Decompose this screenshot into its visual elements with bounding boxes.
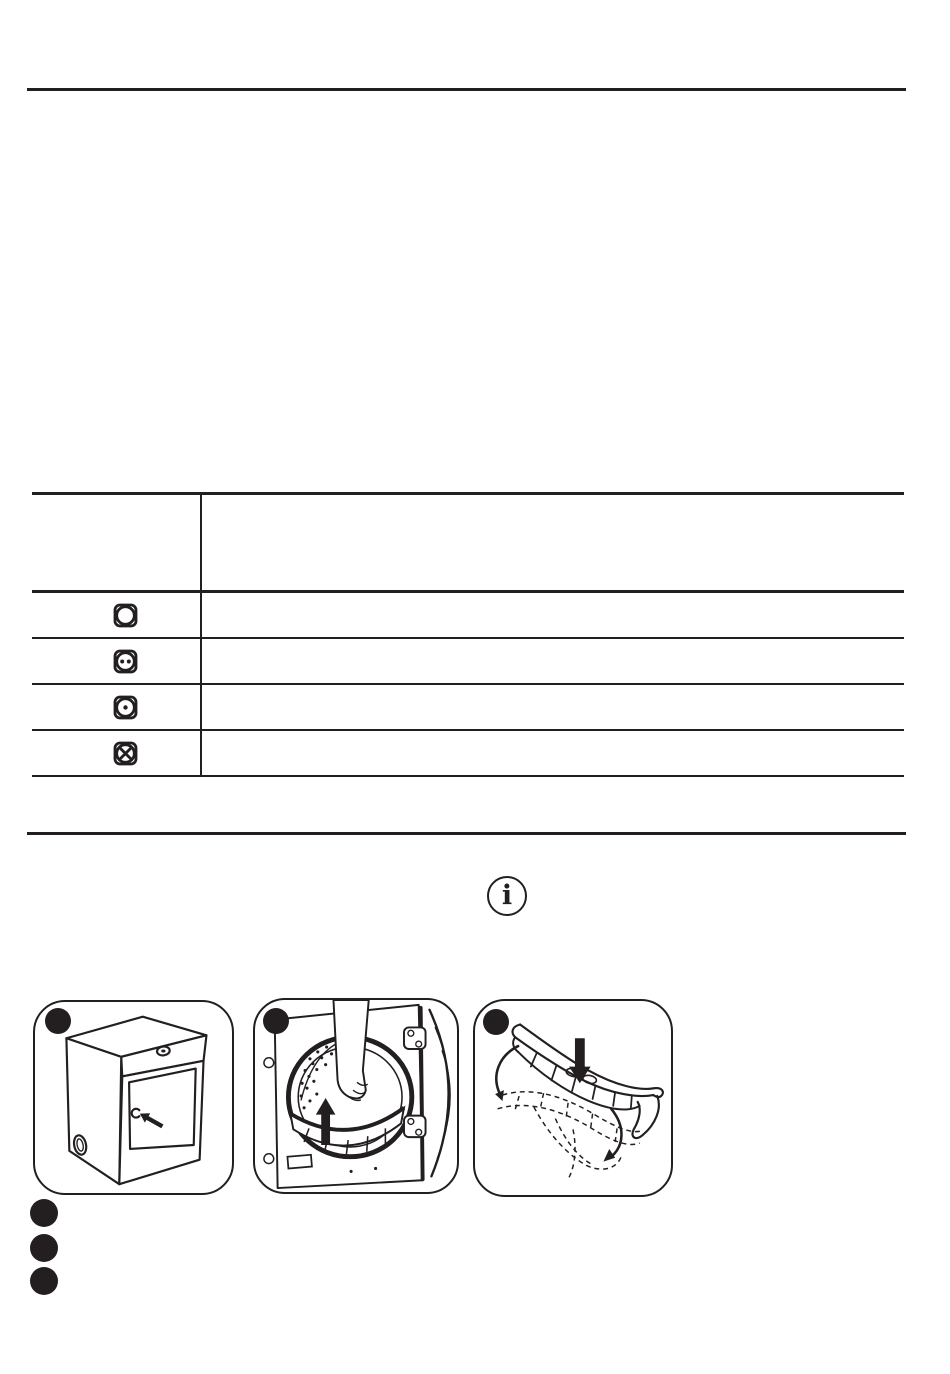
figure-number-badge [45,1008,71,1034]
figure-number-badge [483,1009,509,1035]
table-header-symbol-cell [32,495,202,590]
lint-filter-in-drum [290,1108,404,1156]
open-door-arcs [429,1010,450,1177]
figure-number-badge [263,1008,289,1034]
section-horizontal-rule [27,832,906,835]
step-marker [30,1234,58,1262]
table-row [32,639,904,685]
table-row [32,685,904,731]
top-horizontal-rule [27,88,906,91]
step-marker [30,1199,58,1227]
figure-dryer-front [33,1000,234,1195]
figure-open-filter [473,999,673,1197]
do-not-tumble-dry-icon [113,741,138,766]
care-symbols-table [32,492,904,777]
figure-remove-filter [253,998,459,1194]
table-row [32,593,904,639]
lint-filter-solid [513,1025,663,1139]
tumble-dry-icon [113,603,138,628]
table-header-row [32,495,904,593]
info-icon-glyph: i [501,879,513,911]
hand-and-arm [333,1000,368,1100]
info-icon [487,876,527,916]
tumble-dry-low-heat-icon [113,695,138,720]
step-marker [30,1267,58,1295]
table-header-description-cell [202,495,904,590]
table-row [32,731,904,777]
unfold-motion-arrows [495,1046,621,1162]
tumble-dry-normal-heat-icon [113,649,138,674]
